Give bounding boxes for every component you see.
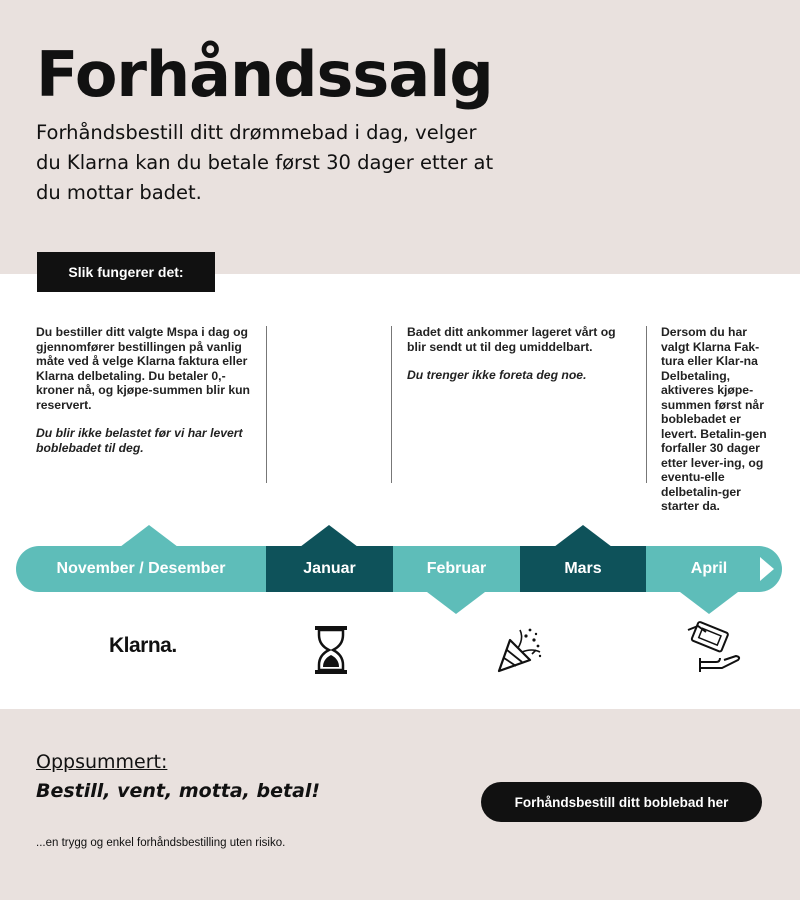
timeline-month-nov-dec (16, 546, 266, 592)
divider (391, 326, 392, 483)
hero-lead: Forhåndsbestill ditt drømmebad i dag, velger du Klarna kan du betale først 30 dager etter at du mottar badet. (36, 121, 494, 204)
summary-footnote: ...en trygg og enkel forhåndsbestilling uten risiko. (36, 837, 286, 849)
step-1-description (36, 325, 256, 469)
klarna-logo: Klarna. (109, 634, 177, 657)
step-1-text: Du bestiller ditt valgte Mspa i dag og gjennomfører bestillingen på vanlig måte ved å velge Klarna faktura eller Klarna delbetaling. Du betaler 0,- kroner nå, og kjøpe-summen blir kun reservert. (36, 325, 250, 412)
divider (646, 326, 647, 483)
step-2-note: Du trenger ikke foreta deg noe. (407, 368, 587, 382)
summary-tagline: Bestill, vent, motta, betal! (36, 780, 321, 802)
hand-card-icon (686, 618, 742, 674)
page-title: Forhåndssalg (36, 38, 493, 111)
step-1-note: Du blir ikke belastet før vi har levert boblebadet til deg. (36, 426, 243, 455)
preorder-cta-button[interactable]: Forhåndsbestill ditt boblebad her (481, 782, 762, 822)
timeline (0, 520, 800, 620)
timeline-month-mar (520, 546, 646, 592)
how-it-works-label: Slik fungerer det: (37, 252, 215, 292)
divider (266, 326, 267, 483)
step-2-description (407, 325, 635, 397)
month-label: Mars (564, 560, 602, 577)
step-3-text: Dersom du har valgt Klarna Fak-tura eller Klar-na Delbetaling, aktiveres kjøpe-summen først når boblebadet er levert. Betalin-gen forfaller 30 dager etter lever-ing, og eventu-elle delbetalin-ger starter da. (661, 325, 767, 513)
month-label: Februar (426, 560, 487, 577)
step-2-text: Badet ditt ankommer lageret vårt og blir sendt ut til deg umiddelbart. (407, 325, 616, 354)
month-label: November / Desember (56, 560, 226, 577)
timeline-pointer-down (680, 592, 738, 614)
timeline-pointer-up (120, 525, 178, 547)
step-3-description (661, 325, 773, 528)
timeline-month-feb (393, 546, 520, 592)
timeline-pointer-down (427, 592, 485, 614)
timeline-pointer-up (300, 525, 358, 547)
timeline-month-jan (266, 546, 393, 592)
month-label: Januar (303, 560, 356, 577)
month-label: April (690, 560, 728, 577)
arrow-right-icon (760, 557, 774, 581)
timeline-month-apr (646, 546, 782, 592)
hourglass-icon (314, 625, 348, 675)
summary-title: Oppsummert: (36, 751, 168, 773)
timeline-pointer-up (554, 525, 612, 547)
hero-section (0, 0, 800, 274)
party-popper-icon (496, 626, 544, 674)
